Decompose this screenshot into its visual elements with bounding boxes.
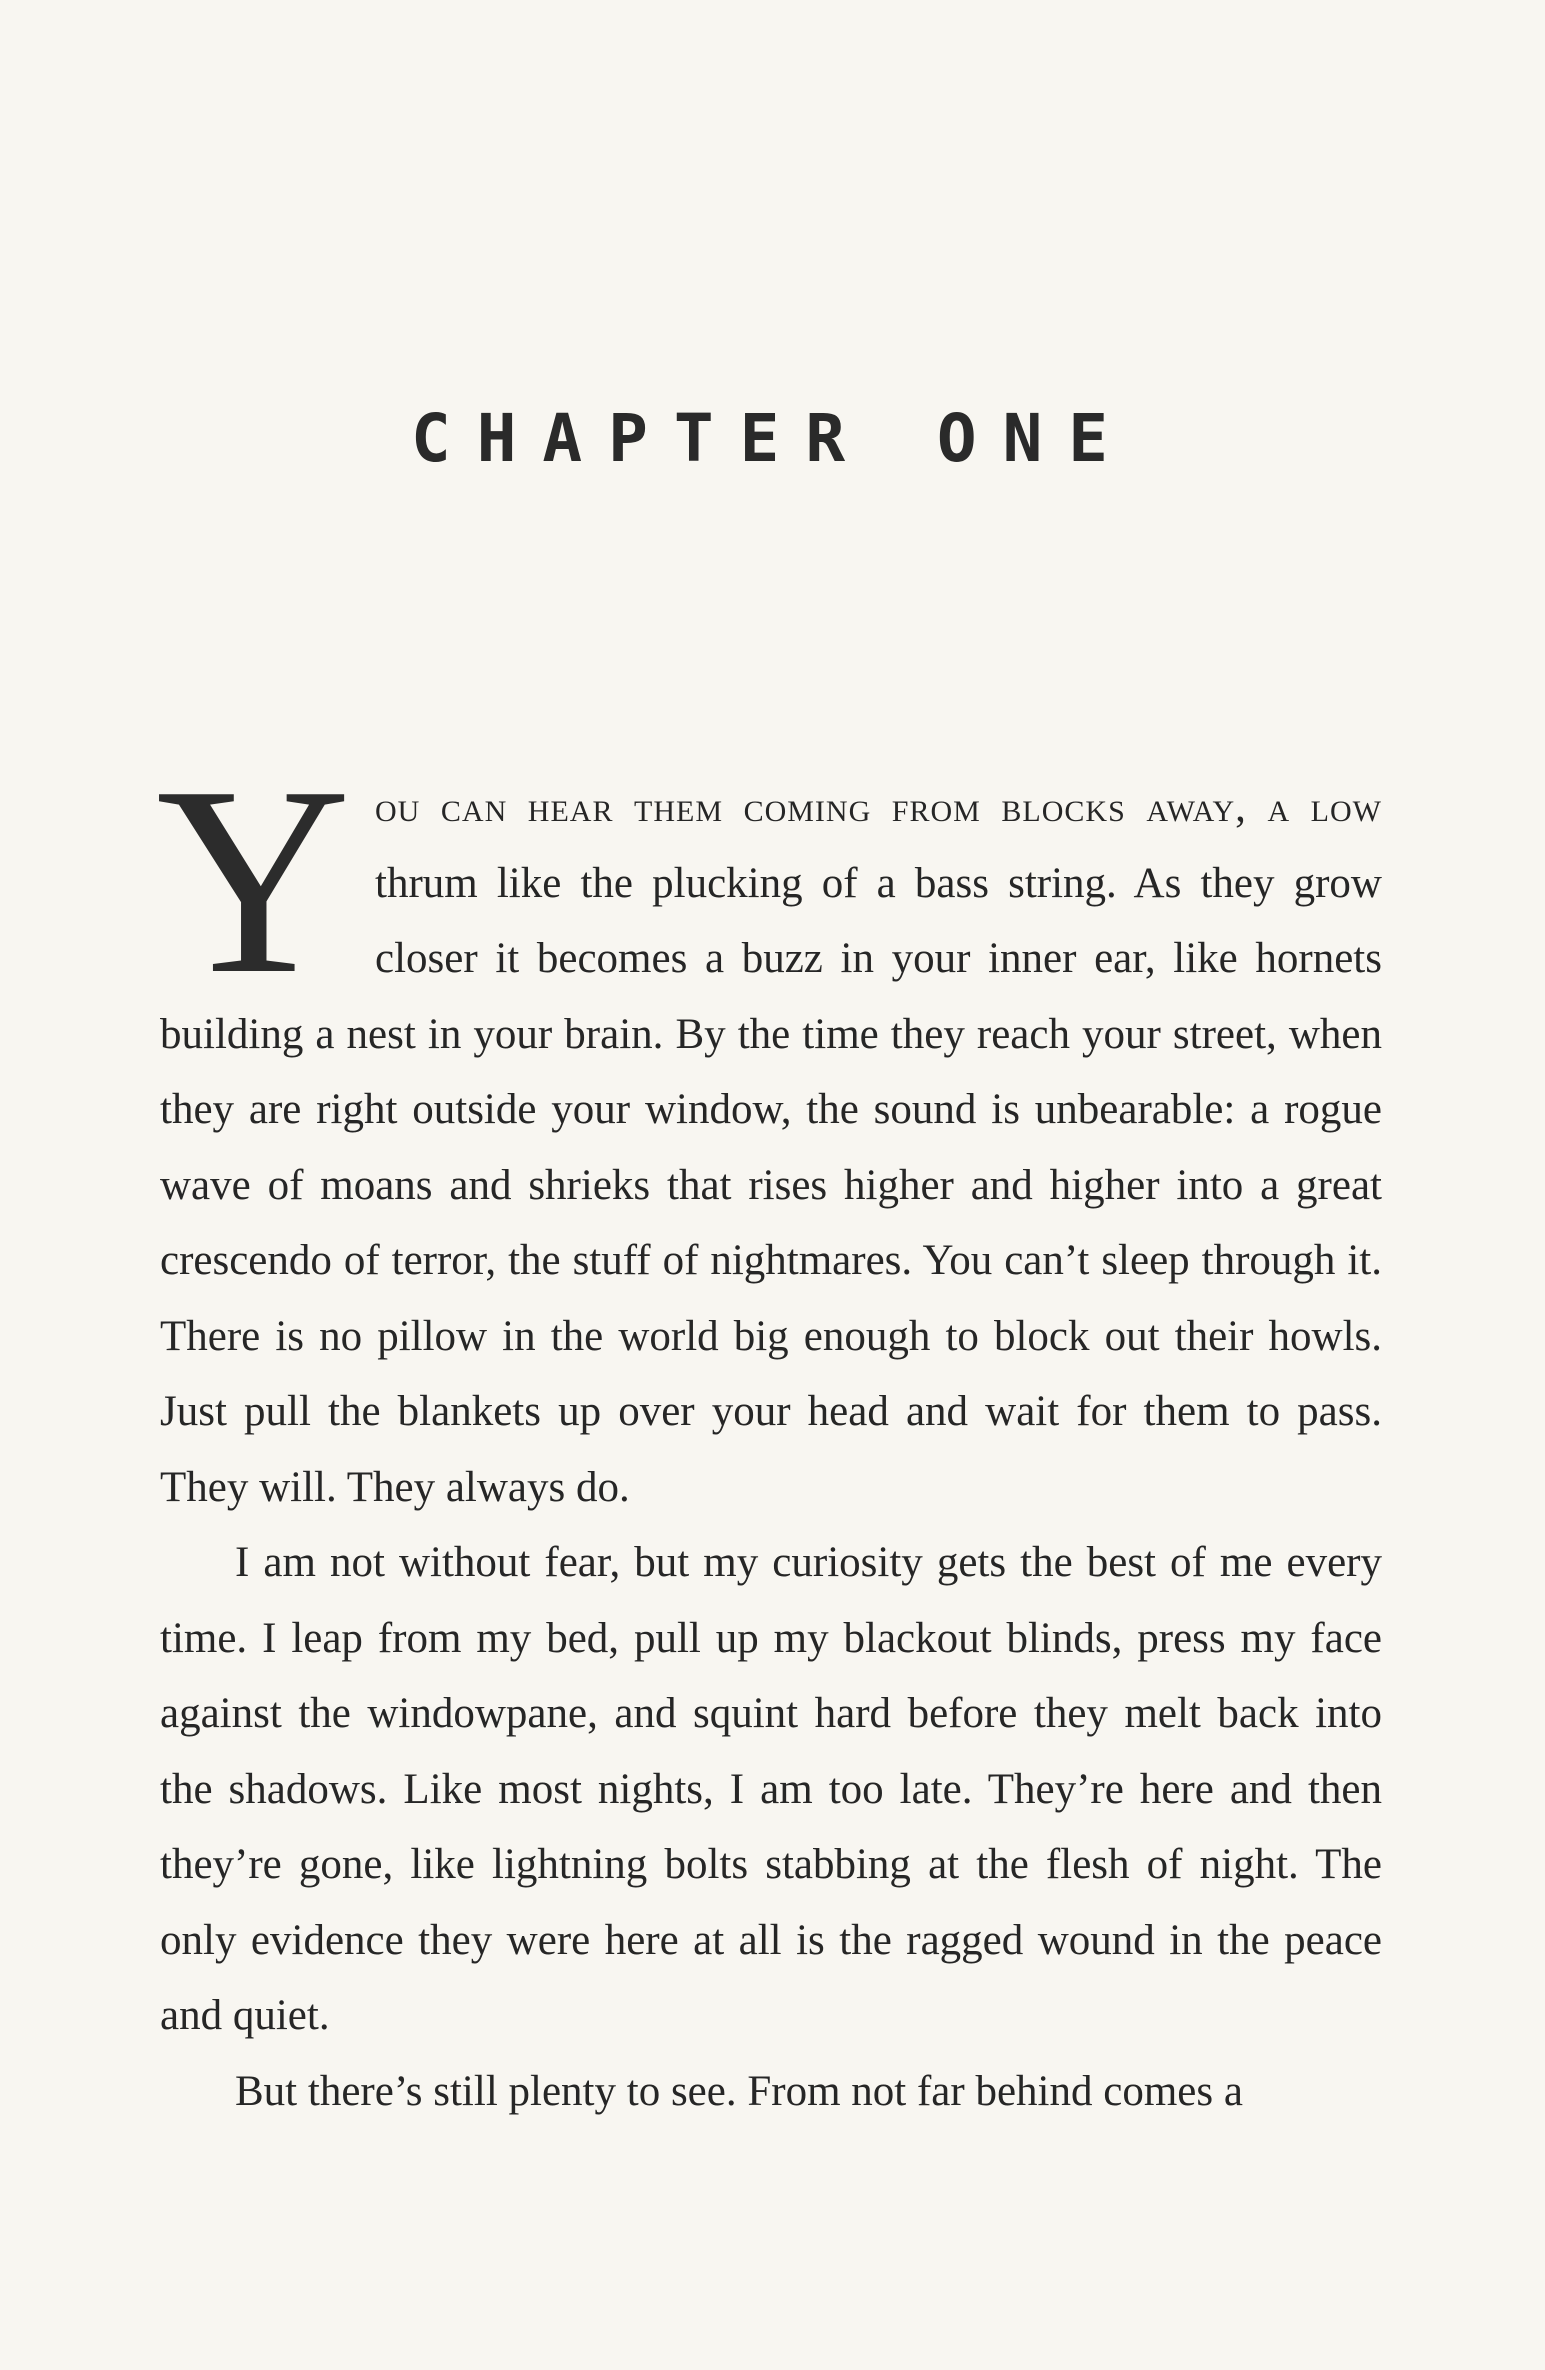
drop-cap: Y [156, 731, 351, 1030]
paragraph-1 [156, 731, 1382, 1525]
paragraph-1-text: thrum like the plucking of a bass string. As they grow closer it becomes a buzz in your inner ear, like hornets building a nest in your brain. By the time they reach your street, when they are right outside your window, the sound is unbearable: a rogue wave of moans and shrieks that rises higher and higher into a great crescendo of terror, the stuff of nightmares. You can’t sleep through it. There is no pillow in the world big enough to block out their howls. Just pull the blankets up over your head and wait for them to pass. They will. They always do. [160, 859, 1382, 1511]
chapter-body [156, 731, 1382, 2129]
paragraph-2: I am not without fear, but my curiosity gets the best of me every time. I leap from my bed, pull up my blackout blinds, press my face against the windowpane, and squint hard before they melt back into the shadows. Like most nights, I am too late. They’re here and then they’re gone, like lightning bolts stabbing at the flesh of night. The only evidence they were here at all is the ragged wound in the peace and quiet. [160, 1539, 1382, 2039]
chapter-title: CHAPTER ONE [410, 400, 1135, 477]
paragraph-3: But there’s still plenty to see. From not far behind comes a [235, 2067, 1243, 2115]
paragraph-lead-in: ou can hear them coming from blocks away, a low [375, 784, 1382, 831]
